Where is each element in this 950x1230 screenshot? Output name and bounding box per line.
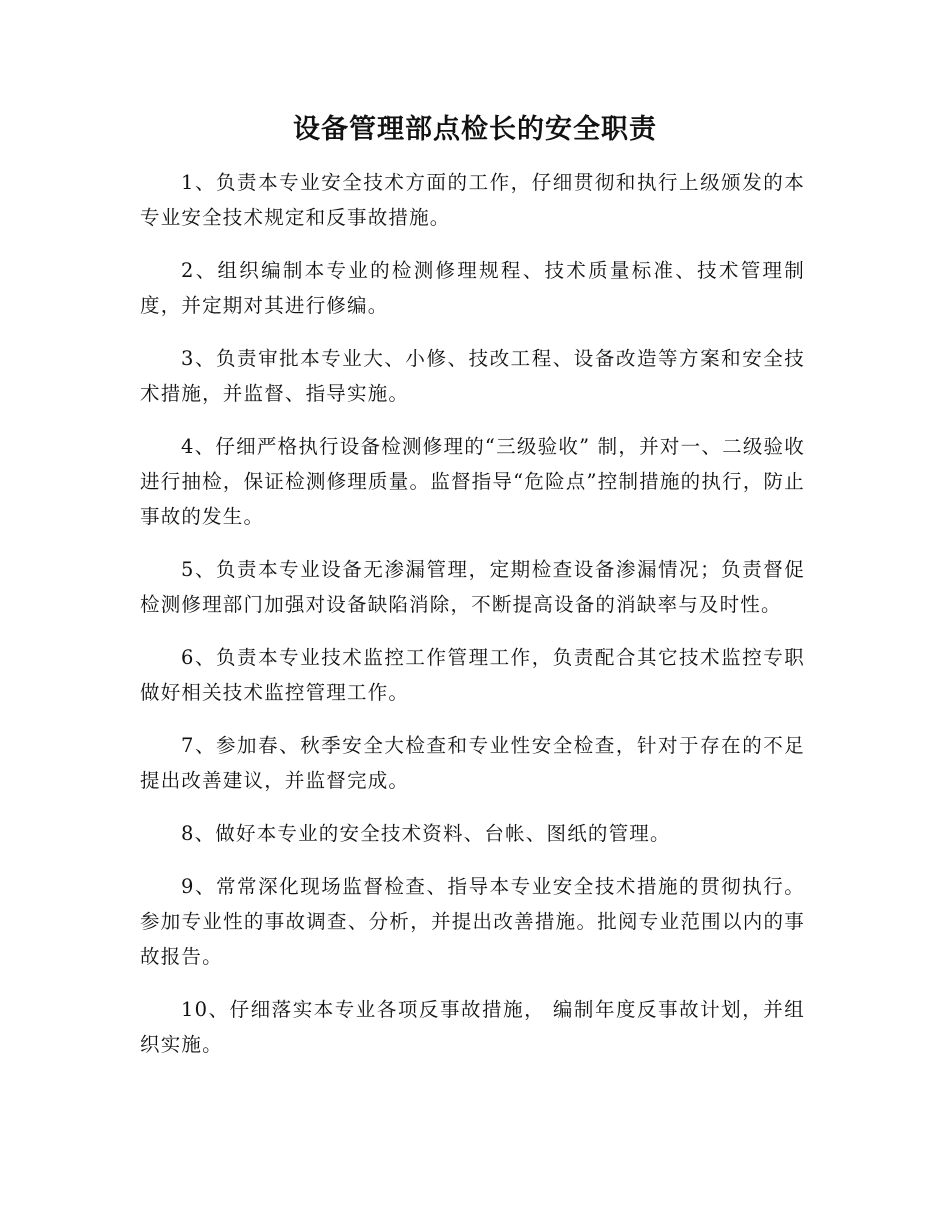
duty-item-2: 2、组织编制本专业的检测修理规程、技术质量标准、技术管理制度，并定期对其进行修编。 — [140, 259, 805, 317]
duty-item-9: 9、常常深化现场监督检查、指导本专业安全技术措施的贯彻执行。参加专业性的事故调查、分析，并提出改善措施。批阅专业范围以内的事故报告。 — [140, 875, 805, 968]
duty-item-10: 10、仔细落实本专业各项反事故措施， 编制年度反事故计划，并组织实施。 — [140, 998, 805, 1056]
duty-item-1: 1、负责本专业安全技术方面的工作，仔细贯彻和执行上级颁发的本专业安全技术规定和反事故措施。 — [140, 171, 805, 229]
duty-item-5: 5、负责本专业设备无渗漏管理，定期检查设备渗漏情况；负责督促检测修理部门加强对设备缺陷消除，不断提高设备的消缺率与及时性。 — [140, 558, 805, 616]
duty-item-4: 4、仔细严格执行设备检测修理的“三级验收” 制，并对一、二级验收进行抽检，保证检测修理质量。监督指导“危险点”控制措施的执行，防止事故的发生。 — [140, 435, 805, 528]
page-title: 设备管理部点检长的安全职责 — [293, 114, 657, 145]
duty-item-6: 6、负责本专业技术监控工作管理工作，负责配合其它技术监控专职做好相关技术监控管理工作。 — [140, 646, 805, 704]
duty-item-8: 8、做好本专业的安全技术资料、台帐、图纸的管理。 — [181, 822, 671, 845]
duty-list — [140, 165, 805, 1080]
duty-item-3: 3、负责审批本专业大、小修、技改工程、设备改造等方案和安全技术措施，并监督、指导实施。 — [140, 347, 805, 405]
duty-item-7: 7、参加春、秋季安全大检查和专业性安全检查，针对于存在的不足提出改善建议，并监督完成。 — [140, 734, 805, 792]
